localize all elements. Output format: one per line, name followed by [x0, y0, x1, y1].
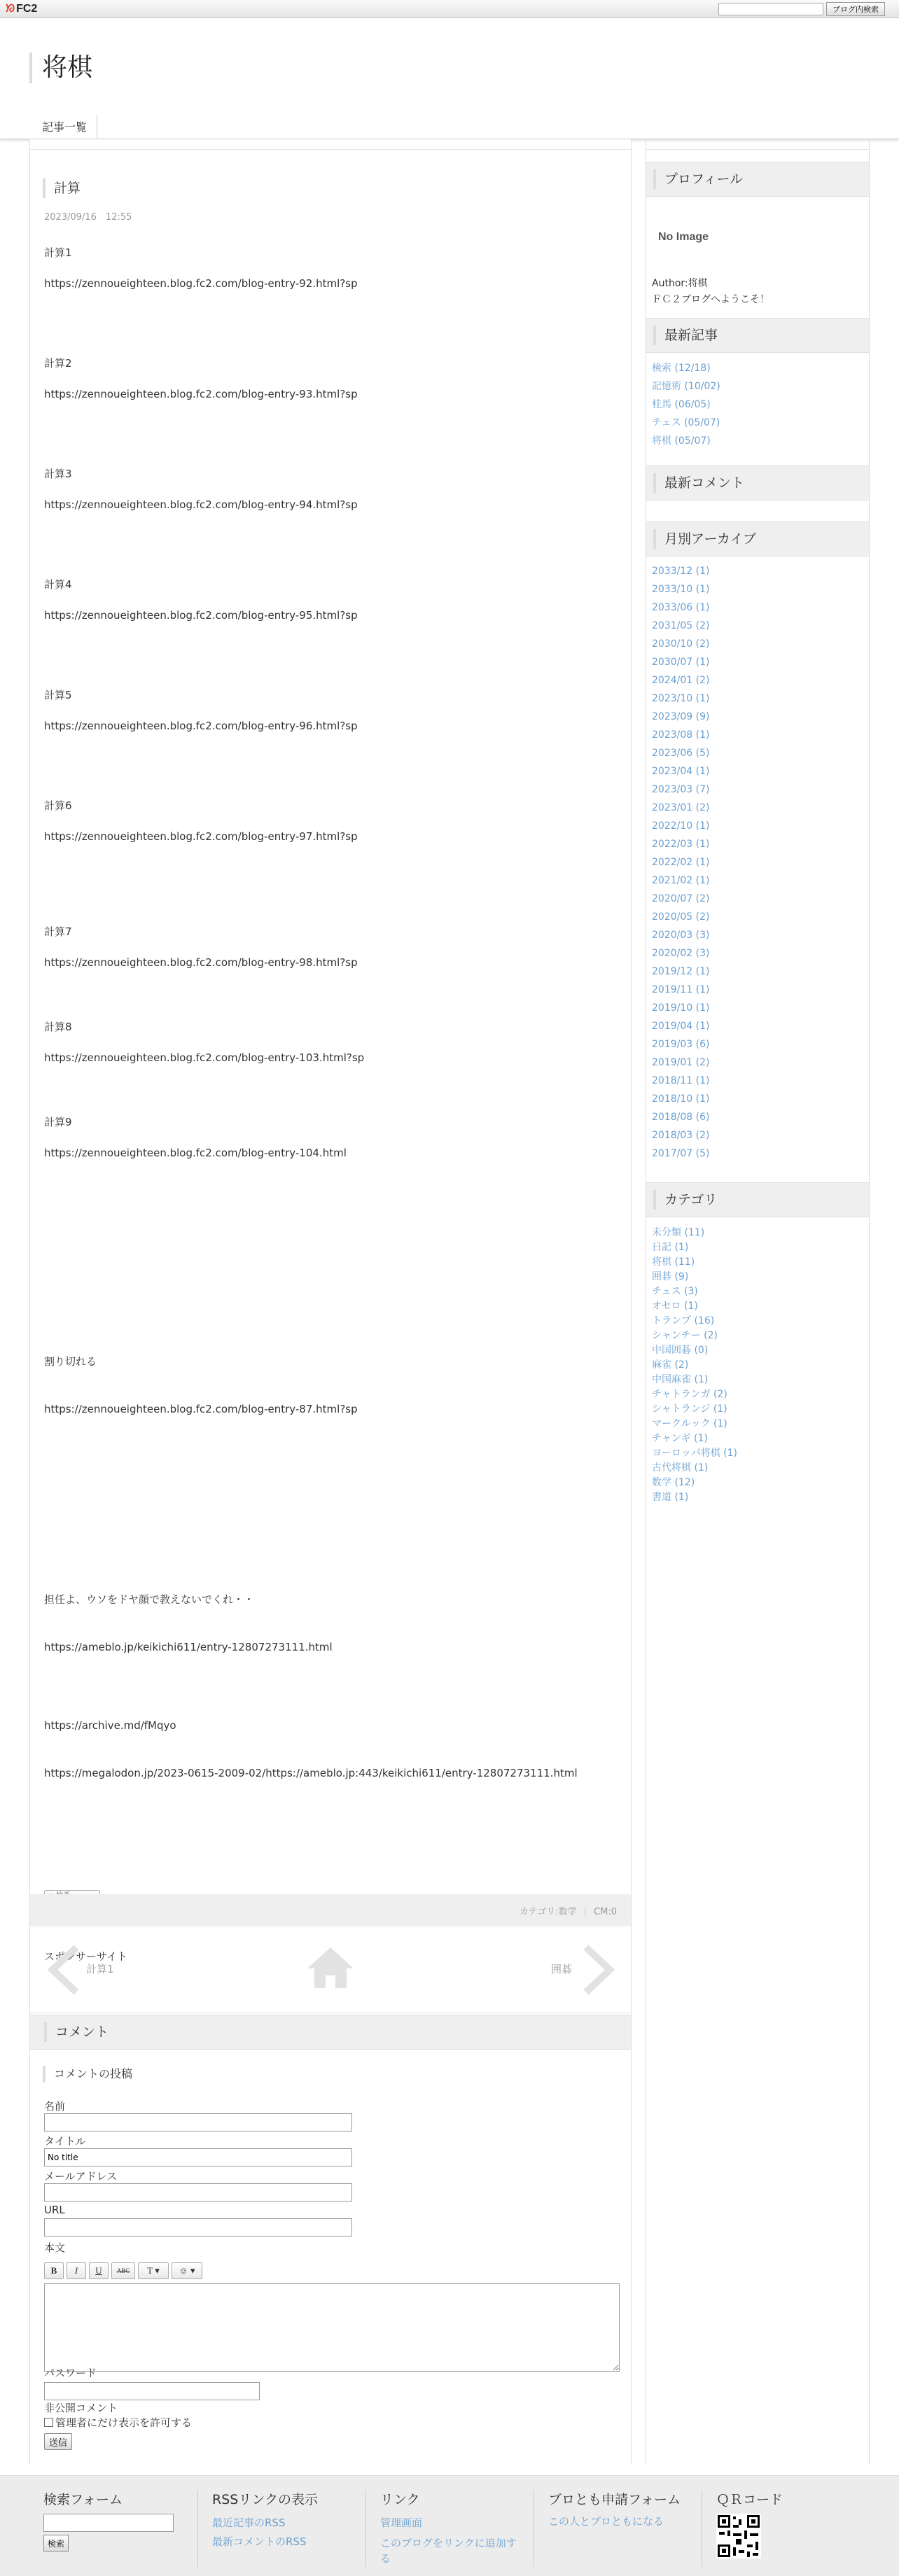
entry-link[interactable]: https://megalodon.jp/2023-0615-2009-02/https://ameblo.jp:443/keikichi611/entry-12807273111.html: [44, 1767, 578, 1779]
archive-link[interactable]: 2023/08 (1): [652, 729, 710, 741]
entry-text: 計算1: [44, 246, 72, 259]
strike-button[interactable]: ABC: [111, 2262, 135, 2279]
blog-title[interactable]: 将棋: [29, 52, 92, 83]
url-label: URL: [44, 2204, 65, 2216]
archive-link[interactable]: 2021/02 (1): [652, 875, 710, 886]
archive-link[interactable]: 2031/05 (2): [652, 620, 710, 631]
emoji-button[interactable]: ☺ ▾: [172, 2262, 202, 2279]
archive-link[interactable]: 2023/10 (1): [652, 693, 710, 704]
entry-category-link[interactable]: カテゴリ:数学: [519, 1907, 577, 1917]
recent-entry-link[interactable]: 将棋 (05/07): [652, 435, 711, 447]
blog-search-input[interactable]: [718, 3, 823, 15]
category-link[interactable]: マークルック (1): [652, 1418, 727, 1429]
category-link[interactable]: 囲碁 (9): [652, 1271, 689, 1282]
archive-link[interactable]: 2017/07 (5): [652, 1148, 710, 1159]
comment-form-title: コメントの投稿: [43, 2066, 132, 2082]
comment-body-textarea[interactable]: [44, 2283, 620, 2372]
title-label: タイトル: [44, 2135, 86, 2148]
blog-header: [0, 19, 899, 139]
category-link[interactable]: 中国麻雀 (1): [652, 1374, 709, 1385]
archive-link[interactable]: 2019/11 (1): [652, 984, 710, 995]
category-link[interactable]: 麻雀 (2): [652, 1359, 689, 1371]
category-link[interactable]: 数学 (12): [652, 1477, 695, 1488]
category-link[interactable]: シャンチー (2): [652, 1330, 718, 1341]
archive-link[interactable]: 2019/03 (6): [652, 1039, 710, 1050]
category-link[interactable]: チェス (3): [652, 1286, 698, 1297]
category-link[interactable]: チャトランガ (2): [652, 1389, 727, 1400]
category-link[interactable]: オセロ (1): [652, 1301, 698, 1312]
recent-entry-link[interactable]: 桂馬 (06/05): [652, 399, 711, 410]
recent-comments-title: 最新コメント: [653, 473, 744, 493]
archive-link[interactable]: 2022/02 (1): [652, 857, 710, 868]
archive-link[interactable]: 2033/10 (1): [652, 584, 710, 595]
comment-name-field[interactable]: [44, 2113, 352, 2132]
font-size-button[interactable]: T ▾: [138, 2262, 169, 2279]
name-label: 名前: [44, 2100, 66, 2113]
entry-text: 割り切れる: [44, 1355, 97, 1368]
archive-link[interactable]: 2022/10 (1): [652, 820, 710, 832]
recent-entry-link[interactable]: 記憶術 (10/02): [652, 381, 720, 392]
archive-link[interactable]: 2030/07 (1): [652, 657, 710, 668]
entry-link[interactable]: https://zennoueighteen.blog.fc2.com/blog-entry-104.html: [44, 1147, 347, 1159]
category-link[interactable]: ヨーロッパ将棋 (1): [652, 1448, 738, 1459]
footer-search: [43, 2490, 183, 2552]
category-link[interactable]: 中国囲碁 (0): [652, 1345, 709, 1356]
fc2-logo-text: FC2: [16, 3, 38, 15]
entry-text: 計算5: [44, 689, 72, 701]
recent-entries-header: [646, 318, 869, 353]
footer-links-title: リンク: [380, 2492, 420, 2507]
entry-link[interactable]: https://zennoueighteen.blog.fc2.com/blog-entry-95.html?sp: [44, 609, 358, 622]
entry-text: 担任よ、ウソをドヤ顔で教えないでくれ・・: [44, 1593, 255, 1606]
underline-button[interactable]: U: [89, 2262, 109, 2279]
category-link[interactable]: 古代将棋 (1): [652, 1462, 709, 1474]
footer-qr: [702, 2490, 856, 2567]
archive-link[interactable]: 2033/12 (1): [652, 566, 710, 577]
archive-link[interactable]: 2023/06 (5): [652, 748, 710, 759]
friend-request-link[interactable]: この人とブロともになる: [548, 2515, 664, 2528]
private-option: [44, 2415, 192, 2430]
archive-link[interactable]: 2033/06 (1): [652, 602, 710, 613]
recent-entries-title: 最新記事: [653, 326, 718, 345]
footer-friend: [534, 2490, 688, 2567]
entry-link[interactable]: https://zennoueighteen.blog.fc2.com/blog-entry-93.html?sp: [44, 388, 358, 400]
entry-date: 2023/09/16 12:55: [44, 212, 132, 223]
comments-section-title: コメント: [44, 2022, 109, 2042]
side-top-divider: [646, 149, 869, 162]
entry-link[interactable]: https://zennoueighteen.blog.fc2.com/blog-entry-92.html?sp: [44, 277, 358, 290]
footer-search-title: 検索フォーム: [43, 2492, 123, 2507]
entry-text: 計算7: [44, 925, 72, 938]
profile-title: プロフィール: [653, 169, 743, 189]
archive-link[interactable]: 2018/10 (1): [652, 1093, 710, 1105]
category-link[interactable]: シャトランジ (1): [652, 1404, 727, 1415]
rss-comments-link[interactable]: 最新コメントのRSS: [212, 2535, 307, 2548]
email-label: メールアドレス: [44, 2170, 118, 2183]
footer-rss: [197, 2490, 351, 2567]
archive-link[interactable]: 2023/04 (1): [652, 766, 710, 777]
rss-entries-link[interactable]: 最近記事のRSS: [212, 2516, 286, 2529]
category-link[interactable]: トランプ (16): [652, 1315, 715, 1326]
comment-url-field[interactable]: [44, 2218, 352, 2236]
footer-search-input[interactable]: [43, 2514, 174, 2532]
entry-text: 計算8: [44, 1021, 72, 1033]
submit-button[interactable]: 送信: [44, 2433, 72, 2450]
entry-link[interactable]: https://archive.md/fMqyo: [44, 1719, 176, 1732]
entry-link[interactable]: https://zennoueighteen.blog.fc2.com/blog-entry-87.html?sp: [44, 1403, 358, 1415]
bold-button[interactable]: B: [44, 2262, 64, 2279]
main-top-divider: [30, 149, 631, 162]
chevron-right-icon[interactable]: [582, 1945, 615, 1995]
comment-title-field[interactable]: [44, 2148, 352, 2166]
entry-link[interactable]: https://zennoueighteen.blog.fc2.com/blog-entry-97.html?sp: [44, 830, 358, 843]
footer-rss-title: RSSリンクの表示: [212, 2492, 318, 2507]
chevron-left-icon[interactable]: [47, 1945, 81, 1995]
entry-footer: [30, 1894, 631, 1926]
home-icon[interactable]: [306, 1946, 355, 1989]
prev-entry-link[interactable]: 計算1: [86, 1963, 114, 1975]
sponsor-label: スポンサーサイト: [44, 1950, 127, 1963]
recent-entries-list: [652, 360, 862, 451]
comment-email-field[interactable]: [44, 2183, 352, 2202]
archive-link[interactable]: 2019/04 (1): [652, 1021, 710, 1032]
entry-text: 計算3: [44, 468, 72, 480]
archive-title: 月別アーカイブ: [653, 529, 756, 549]
entry-link[interactable]: https://ameblo.jp/keikichi611/entry-12807273111.html: [44, 1641, 333, 1653]
entry-text: 計算4: [44, 578, 72, 591]
entry-link[interactable]: https://zennoueighteen.blog.fc2.com/blog-entry-96.html?sp: [44, 720, 358, 732]
entry-pager: [30, 1926, 631, 2013]
category-header: [646, 1182, 869, 1217]
fc2-flame-icon: ᘞ: [6, 3, 15, 15]
blog-search-button[interactable]: ブログ内検索: [826, 2, 885, 16]
category-link[interactable]: チャンギ (1): [652, 1433, 708, 1444]
entry-text: 計算2: [44, 357, 72, 370]
entry-comment-count[interactable]: CM:0: [594, 1907, 617, 1917]
archive-link[interactable]: 2018/08 (6): [652, 1112, 710, 1123]
recent-entry-link[interactable]: チェス (05/07): [652, 417, 720, 428]
profile-welcome: ＦＣ２ブログへようこそ！: [652, 294, 769, 305]
no-image-placeholder: No Image: [658, 231, 709, 243]
entry-link[interactable]: https://zennoueighteen.blog.fc2.com/blog-entry-94.html?sp: [44, 498, 358, 511]
main-column: [29, 139, 632, 2465]
category-link[interactable]: 書道 (1): [652, 1492, 689, 1503]
add-link-link[interactable]: このブログをリンクに追加する: [380, 2537, 517, 2565]
private-label: 非公開コメント: [44, 2402, 118, 2414]
archive-link[interactable]: 2022/03 (1): [652, 839, 710, 850]
footer-qr-title: ＱＲコード: [716, 2492, 783, 2507]
footer-friend-title: ブロとも申請フォーム: [548, 2492, 681, 2507]
archive-link[interactable]: 2019/12 (1): [652, 966, 710, 977]
footer-links: [365, 2490, 520, 2567]
archive-link[interactable]: 2019/10 (1): [652, 1002, 710, 1014]
category-link[interactable]: 将棋 (11): [652, 1256, 695, 1268]
profile-header: [646, 162, 869, 197]
archive-link[interactable]: 2018/03 (2): [652, 1130, 710, 1141]
recent-comments-header: [646, 465, 869, 500]
nav-article-list[interactable]: 記事一覧: [32, 115, 97, 139]
footer: [0, 2475, 899, 2576]
next-entry-link[interactable]: 囲碁: [550, 1963, 572, 1975]
fc2-logo[interactable]: [6, 3, 37, 15]
archive-link[interactable]: 2023/09 (9): [652, 711, 710, 722]
admin-link[interactable]: 管理画面: [380, 2516, 423, 2529]
archive-link[interactable]: 2020/05 (2): [652, 911, 710, 923]
category-title: カテゴリ: [653, 1190, 717, 1210]
entry-link[interactable]: https://zennoueighteen.blog.fc2.com/blog-entry-98.html?sp: [44, 956, 358, 969]
entry-text: 計算9: [44, 1116, 72, 1128]
recent-entry-link[interactable]: 検索 (12/18): [652, 363, 711, 374]
fc2-top-bar: [0, 0, 899, 18]
archive-link[interactable]: 2030/10 (2): [652, 638, 710, 650]
private-checkbox[interactable]: [44, 2418, 53, 2427]
archive-link[interactable]: 2024/01 (2): [652, 675, 710, 686]
private-checkbox-label[interactable]: 管理者にだけ表示を許可する: [55, 2416, 193, 2429]
meta-separator: |: [583, 1907, 587, 1917]
entry-text: 計算6: [44, 799, 72, 812]
archive-link[interactable]: 2020/03 (3): [652, 930, 710, 941]
archive-link[interactable]: 2023/03 (7): [652, 784, 710, 795]
category-link[interactable]: 日記 (1): [652, 1242, 689, 1253]
comment-password-field[interactable]: [44, 2382, 260, 2400]
entry-title[interactable]: 計算: [43, 178, 81, 198]
qr-code-icon: [716, 2514, 761, 2558]
profile-author: Author:将棋: [652, 278, 708, 289]
archive-link[interactable]: 2018/11 (1): [652, 1075, 710, 1086]
password-label: パスワード: [44, 2367, 97, 2379]
entry-link[interactable]: https://zennoueighteen.blog.fc2.com/blog-entry-103.html?sp: [44, 1051, 365, 1064]
archive-link[interactable]: 2019/01 (2): [652, 1057, 710, 1068]
italic-button[interactable]: I: [67, 2262, 86, 2279]
sidebar: [646, 139, 870, 2465]
footer-search-button[interactable]: 検索: [43, 2535, 69, 2552]
category-list: [652, 1225, 862, 1504]
archive-link[interactable]: 2020/02 (3): [652, 948, 710, 959]
category-link[interactable]: 未分類 (11): [652, 1227, 705, 1238]
editor-toolbar: [44, 2262, 202, 2279]
archive-link[interactable]: 2020/07 (2): [652, 893, 710, 904]
entry-meta: [520, 1904, 617, 1917]
comments-section-header: [30, 2015, 631, 2050]
archive-header: [646, 522, 869, 556]
body-label: 本文: [44, 2241, 66, 2254]
archive-list: [652, 566, 862, 1166]
archive-link[interactable]: 2023/01 (2): [652, 802, 710, 813]
